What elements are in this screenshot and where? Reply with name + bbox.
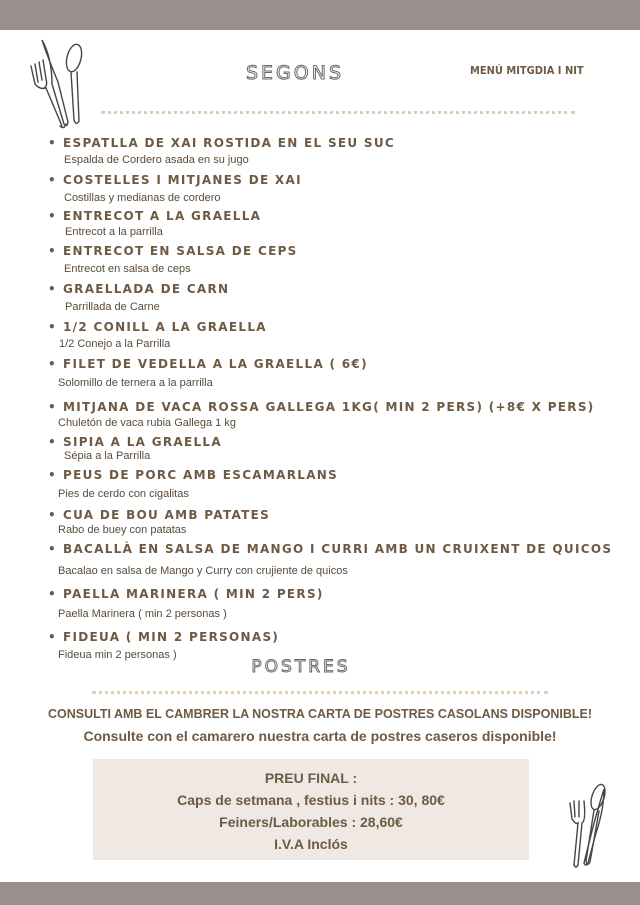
desserts-notice-es: Consulte con el camarero nuestra carta de postres caseros disponible! (83, 728, 557, 744)
dish-subtitle: Entrecot en salsa de ceps (64, 263, 191, 275)
list-item (48, 630, 280, 661)
dish-subtitle: 1/2 Conejo a la Parrilla (59, 338, 171, 350)
dish-title: • FIDEUA ( MIN 2 PERSONAS) (48, 630, 279, 644)
list-item (48, 320, 267, 350)
dish-subtitle: Rabo de buey con patatas (58, 524, 187, 536)
dish-title: • FILET DE VEDELLA A LA GRAELLA ( 6€) (48, 357, 368, 371)
dish-subtitle: Solomillo de ternera a la parrilla (58, 377, 213, 389)
list-item (48, 136, 396, 166)
dish-title: • PEUS DE PORC AMB ESCAMARLANS (48, 468, 338, 482)
dish-subtitle: Paella Marinera ( min 2 personas ) (58, 608, 227, 620)
list-item (48, 209, 262, 238)
dish-subtitle: Parrillada de Carne (65, 301, 160, 313)
menu-tag: MENÚ MITGDIA I NIT (470, 64, 584, 77)
list-item (48, 435, 222, 462)
dish-subtitle: Costillas y medianas de cordero (64, 192, 221, 204)
dish-title: • ESPATLLA DE XAI ROSTIDA EN EL SEU SUC (48, 136, 395, 150)
price-vat: I.V.A Inclós (274, 836, 348, 852)
dish-title: • ENTRECOT A LA GRAELLA (48, 209, 261, 223)
dish-subtitle: Bacalao en salsa de Mango y Curry con crujiente de quicos (58, 565, 348, 577)
dish-title: • GRAELLADA DE CARN (48, 282, 229, 296)
dish-title: • PAELLA MARINERA ( MIN 2 PERS) (48, 587, 324, 601)
price-box (93, 759, 529, 860)
dish-subtitle: Fideua min 2 personas ) (58, 649, 177, 661)
list-item (48, 282, 230, 313)
list-item (48, 244, 298, 275)
top-band (0, 0, 640, 30)
dish-title: • SIPIA A LA GRAELLA (48, 435, 222, 449)
list-item (48, 468, 339, 500)
desserts-notice-ca: CONSULTI AMB EL CAMBRER LA NOSTRA CARTA DE POSTRES CASOLANS DISPONIBLE! (48, 707, 592, 721)
list-item (48, 357, 368, 389)
section-title: SEGONS (245, 62, 345, 84)
dish-subtitle: Pies de cerdo con cigalitas (58, 488, 189, 500)
price-weekday: Feiners/Laborables : 28,60€ (219, 814, 403, 830)
dish-title: • ENTRECOT EN SALSA DE CEPS (48, 244, 298, 258)
dish-title: • COSTELLES I MITJANES DE XAI (48, 173, 302, 187)
dish-subtitle: Espalda de Cordero asada en su jugo (64, 154, 249, 166)
dish-subtitle: Chuletón de vaca rubia Gallega 1 kg (58, 417, 236, 429)
dotted-divider (101, 111, 575, 114)
dish-title: • CUA DE BOU AMB PATATES (48, 508, 270, 522)
price-weekend: Caps de setmana , festius i nits : 30, 80€ (177, 792, 445, 808)
price-heading: PREU FINAL : (264, 770, 358, 786)
list-item (48, 400, 595, 429)
dish-subtitle: Entrecot a la parrilla (65, 226, 163, 238)
dish-title: • BACALLÀ EN SALSA DE MANGO I CURRI AMB UN CRUIXENT DE QUICOS (48, 542, 612, 556)
cutlery-icon (564, 779, 620, 869)
desserts-title: POSTRES (251, 657, 351, 677)
list-item (48, 173, 302, 204)
bottom-band (0, 882, 640, 905)
list-item (48, 508, 271, 536)
list-item (48, 587, 324, 620)
dotted-divider (92, 691, 548, 694)
dish-subtitle: Sépia a la Parrilla (64, 450, 151, 462)
cutlery-icon (26, 38, 88, 130)
dish-title: • MITJANA DE VACA ROSSA GALLEGA 1KG( MIN 2 PERS) (+8€ X PERS) (48, 400, 595, 414)
list-item (48, 542, 613, 577)
dish-title: • 1/2 CONILL A LA GRAELLA (48, 320, 267, 334)
